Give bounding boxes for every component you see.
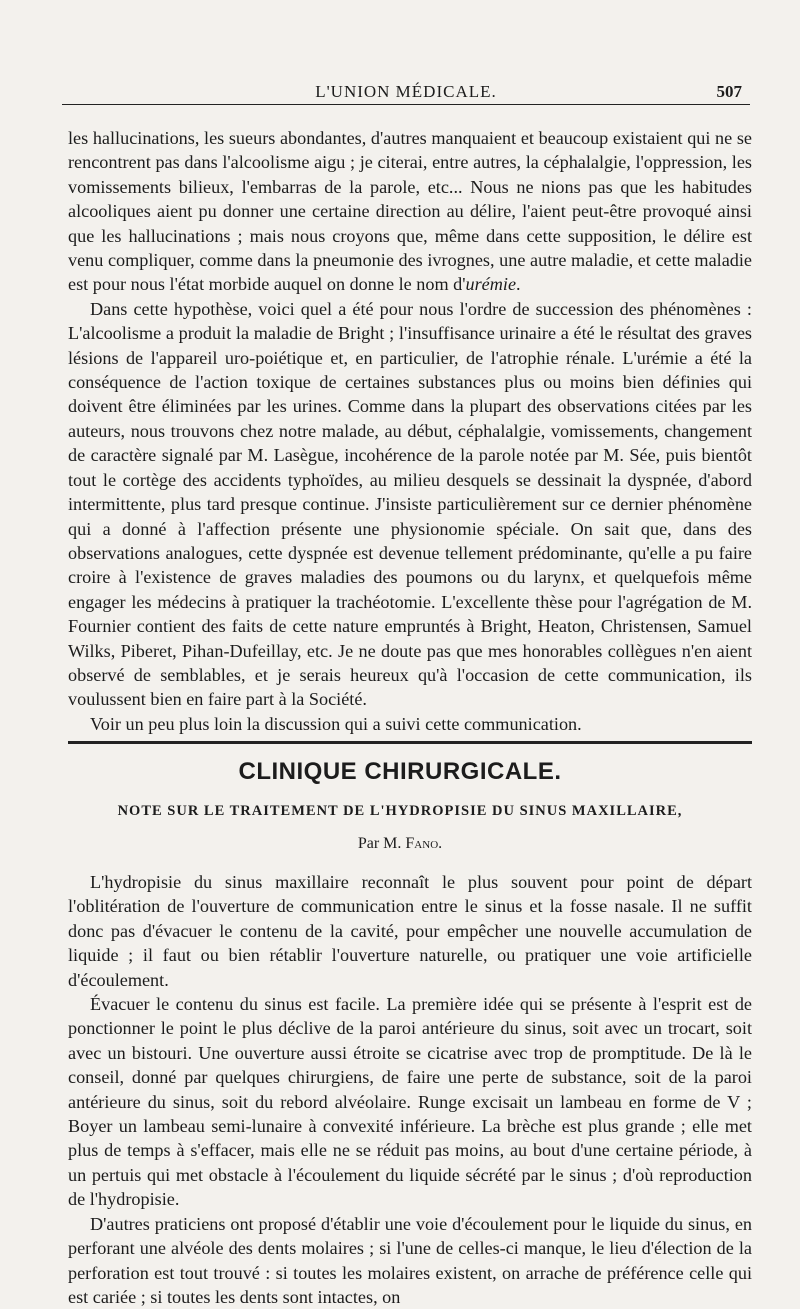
author-line: Par M. Fano.	[357, 835, 443, 852]
section-heading: CLINIQUE CHIRURGICALE.	[238, 758, 562, 785]
paragraph: Évacuer le contenu du sinus est facile. La première idée qui se présente à l'esprit est de ponctionner le point le plus déclive de la paroi antérieure du sinus, soit avec un trocart, soit avec un bistouri. Une ouverture aussi étroite se cicatrise avec trop de promptitude. De là le conseil, donné par quelques chirurgiens, de faire une perte de substance, soit de la paroi antérieure du sinus, soit du rebord alvéolaire. Runge excisait un lambeau en forme de V ; Boyer un lambeau semi-lunaire à convexité inférieure. La brèche est plus grande ; elle met plus de temps à s'effacer, mais elle ne se réduit pas moins, au bout d'une certaine période, à un pertuis qui met obstacle à l'écoulement du liquide sécrété par le sinus ; d'où reproduction de l'hydropisie.	[68, 994, 752, 1210]
note-title: NOTE SUR LE TRAITEMENT DE L'HYDROPISIE DU SINUS MAXILLAIRE,	[117, 803, 683, 819]
italic-term: urémie	[465, 274, 517, 295]
footnote: Voir un peu plus loin la discussion qui a suivi cette communication.	[90, 713, 582, 734]
header-rule	[62, 104, 750, 105]
paragraph: les hallucinations, les sueurs abondantes, d'autres manquaient et beaucoup existaient qui ne se rencontrent pas dans l'alcoolisme aigu ; je citerai, entre autres, la céphalalgie, l'oppression, les vomissements bilieux, l'embarras de la parole, etc... Nous ne nions pas que les habitudes alcooliques aient pu donner une certaine direction au délire, l'aient peut-être provoqué ainsi que les hallucinations ; mais nous croyons que, même dans cette supposition, le délire est venu compliquer, comme dans la pneumonie des ivrognes, une autre maladie, et cette maladie est pour nous l'état morbide auquel on donne le nom d'urémie.	[68, 128, 752, 295]
page-number: 507	[716, 82, 742, 101]
upper-text-block	[68, 126, 752, 736]
lower-text-block	[68, 870, 752, 1309]
paragraph: Dans cette hypothèse, voici quel a été pour nous l'ordre de succession des phénomènes : L'alcoolisme a produit la maladie de Bright ; l'insuffisance urinaire a été le résultat des graves lésions de l'appareil uro-poiétique et, en particulier, de l'atrophie rénale. L'urémie a été la conséquence de l'action toxique de certaines substances plus ou moins bien définies qui doivent être éliminées par les urines. Comme dans la plupart des observations citées par les auteurs, nous trouvons chez notre malade, au début, céphalalgie, vomissements, changement de caractère signalé par M. Lasègue, incohérence de la parole notée par M. Sée, puis bientôt tout le cortège des accidents typhoïdes, au milieu desquels se dessinait la dyspnée, d'abord intermittente, plus tard presque continue. J'insiste particulièrement sur ce dernier phénomène qui a donné à l'affection présente une physionomie spéciale. On sait que, dans des observations analogues, cette dyspnée est devenue tellement prédominante, qu'elle a pu faire croire à l'existence de graves maladies des poumons ou du larynx, et quelquefois même engager les médecins à pratiquer la trachéotomie. L'excellente thèse pour l'agrégation de M. Fournier contient des faits de cette nature empruntés à Bright, Heaton, Christensen, Samuel Wilks, Piberet, Pihan-Dufeillay, etc. Je ne doute pas que mes honorables collègues n'en aient observé de semblables, et je serais heureux qu'à l'occasion de cette communication, ils voulussent bien en faire part à la Société.	[68, 298, 752, 710]
section-divider	[68, 741, 752, 744]
paragraph: D'autres praticiens ont proposé d'établir une voie d'écoulement pour le liquide du sinus, en perforant une alvéole des dents molaires ; si l'une de celles-ci manque, le lieu d'élection de la perforation est tout trouvé : si toutes les molaires existent, on arrache de préférence celle qui est cariée ; si toutes les dents sont intactes, on	[68, 1213, 752, 1307]
author-name: Fano.	[405, 835, 443, 852]
running-title: L'UNION MÉDICALE.	[315, 82, 497, 101]
paragraph: L'hydropisie du sinus maxillaire reconnaît le plus souvent pour point de départ l'oblitération de l'ouverture de communication entre le sinus et la fosse nasale. Il ne suffit donc pas d'évacuer le contenu de la cavité, pour empêcher une nouvelle accumulation de liquide ; il faut ou bien rétablir l'ouverture naturelle, ou pratiquer une voie artificielle d'écoulement.	[68, 872, 752, 990]
